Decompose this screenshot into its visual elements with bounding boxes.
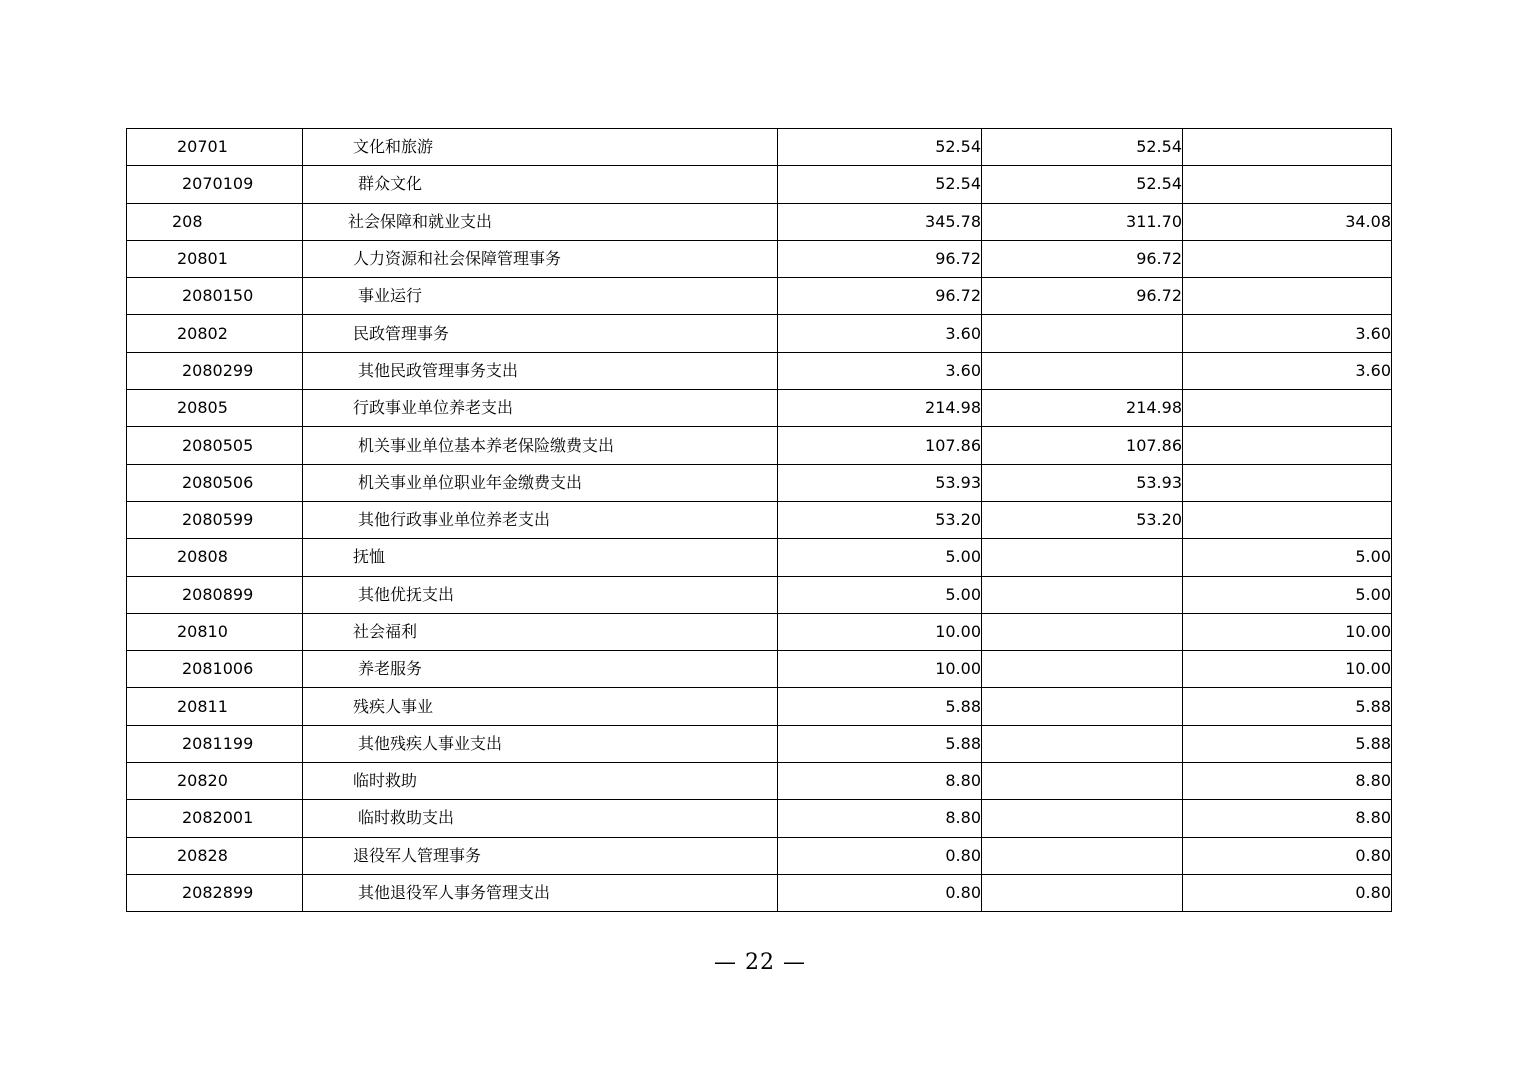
subject-name-cell: 行政事业单位养老支出	[303, 390, 778, 427]
basic-expenditure-cell: 53.20	[982, 501, 1183, 538]
table-row	[127, 576, 1392, 613]
subject-code-cell: 2080506	[127, 464, 303, 501]
subject-name-cell: 人力资源和社会保障管理事务	[303, 240, 778, 277]
subject-name-cell: 残疾人事业	[303, 688, 778, 725]
total-amount-cell: 3.60	[778, 352, 982, 389]
project-expenditure-cell	[1183, 427, 1392, 464]
page-number: — 22 —	[714, 950, 806, 975]
subject-code-cell: 20805	[127, 390, 303, 427]
subject-name-cell: 文化和旅游	[303, 129, 778, 166]
project-expenditure-cell: 10.00	[1183, 651, 1392, 688]
subject-name-cell: 临时救助	[303, 763, 778, 800]
total-amount-cell: 8.80	[778, 800, 982, 837]
subject-code-cell: 2080299	[127, 352, 303, 389]
expenditure-table-body	[127, 129, 1392, 912]
subject-code-cell: 2080150	[127, 278, 303, 315]
basic-expenditure-cell	[982, 576, 1183, 613]
subject-name-cell: 其他残疾人事业支出	[303, 725, 778, 762]
basic-expenditure-cell: 311.70	[982, 203, 1183, 240]
subject-code-cell: 2082899	[127, 874, 303, 911]
basic-expenditure-cell: 52.54	[982, 166, 1183, 203]
table-row	[127, 837, 1392, 874]
subject-name-cell: 养老服务	[303, 651, 778, 688]
table-row	[127, 240, 1392, 277]
project-expenditure-cell: 3.60	[1183, 315, 1392, 352]
total-amount-cell: 96.72	[778, 240, 982, 277]
subject-name-cell: 其他民政管理事务支出	[303, 352, 778, 389]
project-expenditure-cell: 0.80	[1183, 874, 1392, 911]
basic-expenditure-cell: 107.86	[982, 427, 1183, 464]
subject-name-cell: 临时救助支出	[303, 800, 778, 837]
subject-code-cell: 2080899	[127, 576, 303, 613]
project-expenditure-cell	[1183, 501, 1392, 538]
subject-code-cell: 2080505	[127, 427, 303, 464]
table-row	[127, 688, 1392, 725]
basic-expenditure-cell	[982, 613, 1183, 650]
total-amount-cell: 8.80	[778, 763, 982, 800]
subject-name-cell: 机关事业单位基本养老保险缴费支出	[303, 427, 778, 464]
project-expenditure-cell	[1183, 129, 1392, 166]
subject-code-cell: 2081006	[127, 651, 303, 688]
subject-code-cell: 2080599	[127, 501, 303, 538]
total-amount-cell: 52.54	[778, 129, 982, 166]
subject-name-cell: 社会保障和就业支出	[303, 203, 778, 240]
total-amount-cell: 5.00	[778, 539, 982, 576]
table-row	[127, 203, 1392, 240]
table-row	[127, 427, 1392, 464]
basic-expenditure-cell	[982, 539, 1183, 576]
table-row	[127, 800, 1392, 837]
project-expenditure-cell: 10.00	[1183, 613, 1392, 650]
subject-code-cell: 2082001	[127, 800, 303, 837]
table-row	[127, 129, 1392, 166]
total-amount-cell: 5.88	[778, 725, 982, 762]
total-amount-cell: 107.86	[778, 427, 982, 464]
subject-code-cell: 20801	[127, 240, 303, 277]
project-expenditure-cell: 3.60	[1183, 352, 1392, 389]
subject-name-cell: 群众文化	[303, 166, 778, 203]
total-amount-cell: 96.72	[778, 278, 982, 315]
subject-code-cell: 208	[127, 203, 303, 240]
subject-code-cell: 20828	[127, 837, 303, 874]
basic-expenditure-cell	[982, 688, 1183, 725]
subject-name-cell: 其他行政事业单位养老支出	[303, 501, 778, 538]
total-amount-cell: 10.00	[778, 651, 982, 688]
subject-code-cell: 20808	[127, 539, 303, 576]
total-amount-cell: 3.60	[778, 315, 982, 352]
total-amount-cell: 5.00	[778, 576, 982, 613]
subject-name-cell: 机关事业单位职业年金缴费支出	[303, 464, 778, 501]
table-row	[127, 278, 1392, 315]
basic-expenditure-cell: 96.72	[982, 240, 1183, 277]
table-row	[127, 352, 1392, 389]
subject-code-cell: 20810	[127, 613, 303, 650]
project-expenditure-cell: 8.80	[1183, 763, 1392, 800]
total-amount-cell: 52.54	[778, 166, 982, 203]
basic-expenditure-cell	[982, 800, 1183, 837]
project-expenditure-cell	[1183, 390, 1392, 427]
basic-expenditure-cell: 52.54	[982, 129, 1183, 166]
table-row	[127, 613, 1392, 650]
total-amount-cell: 345.78	[778, 203, 982, 240]
project-expenditure-cell: 5.88	[1183, 725, 1392, 762]
project-expenditure-cell: 5.00	[1183, 576, 1392, 613]
subject-code-cell: 20811	[127, 688, 303, 725]
project-expenditure-cell: 0.80	[1183, 837, 1392, 874]
project-expenditure-cell	[1183, 278, 1392, 315]
subject-code-cell: 2081199	[127, 725, 303, 762]
table-row	[127, 390, 1392, 427]
total-amount-cell: 53.20	[778, 501, 982, 538]
basic-expenditure-cell	[982, 651, 1183, 688]
project-expenditure-cell: 34.08	[1183, 203, 1392, 240]
total-amount-cell: 0.80	[778, 874, 982, 911]
total-amount-cell: 0.80	[778, 837, 982, 874]
project-expenditure-cell: 8.80	[1183, 800, 1392, 837]
subject-code-cell: 2070109	[127, 166, 303, 203]
subject-name-cell: 其他优抚支出	[303, 576, 778, 613]
subject-name-cell: 其他退役军人事务管理支出	[303, 874, 778, 911]
total-amount-cell: 10.00	[778, 613, 982, 650]
basic-expenditure-cell	[982, 837, 1183, 874]
subject-code-cell: 20820	[127, 763, 303, 800]
basic-expenditure-cell	[982, 763, 1183, 800]
table-row	[127, 166, 1392, 203]
project-expenditure-cell	[1183, 166, 1392, 203]
basic-expenditure-cell: 96.72	[982, 278, 1183, 315]
subject-name-cell: 事业运行	[303, 278, 778, 315]
table-row	[127, 315, 1392, 352]
expenditure-table	[126, 128, 1392, 912]
project-expenditure-cell	[1183, 240, 1392, 277]
basic-expenditure-cell: 53.93	[982, 464, 1183, 501]
table-row	[127, 501, 1392, 538]
table-row	[127, 874, 1392, 911]
table-row	[127, 539, 1392, 576]
basic-expenditure-cell: 214.98	[982, 390, 1183, 427]
subject-name-cell: 民政管理事务	[303, 315, 778, 352]
table-row	[127, 651, 1392, 688]
subject-name-cell: 退役军人管理事务	[303, 837, 778, 874]
subject-name-cell: 抚恤	[303, 539, 778, 576]
table-row	[127, 464, 1392, 501]
basic-expenditure-cell	[982, 874, 1183, 911]
project-expenditure-cell: 5.88	[1183, 688, 1392, 725]
subject-code-cell: 20701	[127, 129, 303, 166]
total-amount-cell: 53.93	[778, 464, 982, 501]
basic-expenditure-cell	[982, 352, 1183, 389]
project-expenditure-cell	[1183, 464, 1392, 501]
basic-expenditure-cell	[982, 725, 1183, 762]
total-amount-cell: 214.98	[778, 390, 982, 427]
project-expenditure-cell: 5.00	[1183, 539, 1392, 576]
table-row	[127, 763, 1392, 800]
subject-code-cell: 20802	[127, 315, 303, 352]
total-amount-cell: 5.88	[778, 688, 982, 725]
subject-name-cell: 社会福利	[303, 613, 778, 650]
table-row	[127, 725, 1392, 762]
basic-expenditure-cell	[982, 315, 1183, 352]
